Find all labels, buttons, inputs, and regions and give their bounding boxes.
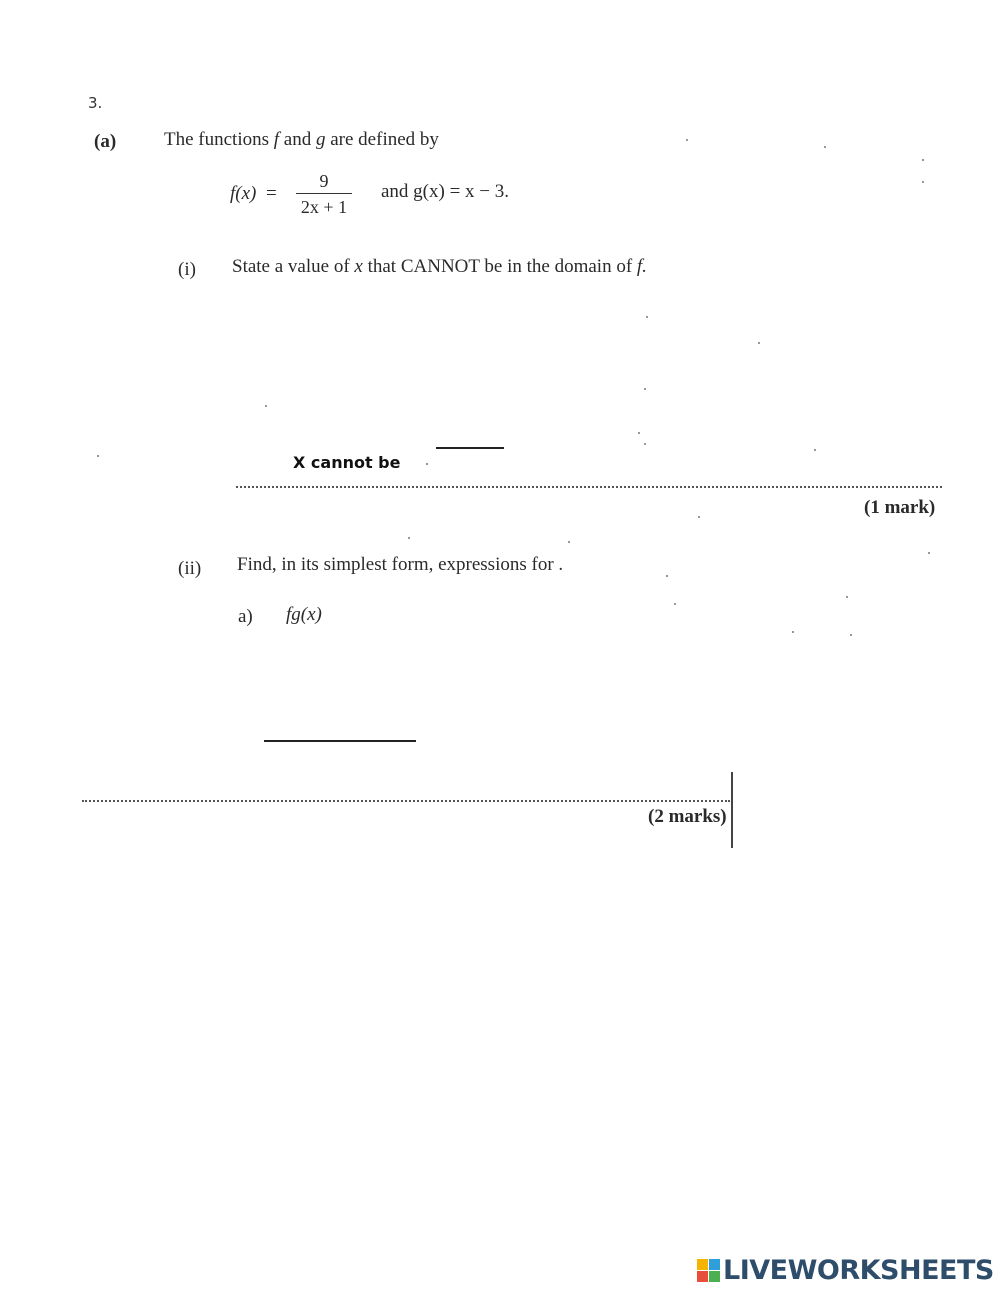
part-i-text-x: x (354, 256, 363, 277)
fraction-bar (296, 193, 352, 194)
answer-input-fg[interactable] (264, 718, 416, 742)
intro-before: The functions (164, 129, 274, 150)
logo-squares-icon (697, 1259, 720, 1282)
sub-a-label: a) (238, 606, 253, 627)
fraction-denominator: 2x + 1 (300, 197, 348, 217)
fraction (296, 170, 352, 218)
part-i-text-before: State a value of (232, 256, 355, 277)
part-i-text-f: f. (636, 256, 647, 277)
question-number: 3. (88, 94, 103, 112)
part-i-label: (i) (178, 259, 196, 280)
intro-g: g (315, 129, 326, 150)
logo-square (709, 1271, 720, 1282)
intro-f: f (273, 129, 280, 150)
answer-input-domain[interactable] (436, 425, 504, 449)
part-i-question (232, 256, 647, 278)
intro-after: are defined by (325, 129, 439, 150)
marks-part-i: (1 mark) (864, 497, 936, 518)
dotted-answer-line-2 (82, 800, 730, 802)
question-intro (164, 129, 439, 151)
margin-line (731, 772, 733, 848)
marks-part-ii: (2 marks) (648, 806, 727, 827)
logo-square (697, 1271, 708, 1282)
equals-sign: = (266, 183, 277, 204)
fg-expression: fg(x) (286, 604, 322, 625)
logo-square (709, 1259, 720, 1270)
fx-label: f(x) (230, 183, 257, 204)
part-a-label: (a) (94, 131, 117, 152)
part-i-text-after: that CANNOT be in the domain of (362, 256, 637, 277)
logo-square (697, 1259, 708, 1270)
fraction-numerator: 9 (319, 171, 329, 191)
gx-definition: and g(x) = x − 3. (381, 181, 510, 202)
dotted-answer-line (236, 486, 942, 488)
intro-middle: and (279, 129, 316, 150)
part-ii-label: (ii) (178, 558, 202, 579)
part-ii-question: Find, in its simplest form, expressions for . (237, 554, 564, 575)
answer-label: X cannot be (293, 453, 401, 472)
logo-text: LIVEWORKSHEETS (723, 1255, 994, 1286)
liveworksheets-logo (697, 1255, 994, 1286)
